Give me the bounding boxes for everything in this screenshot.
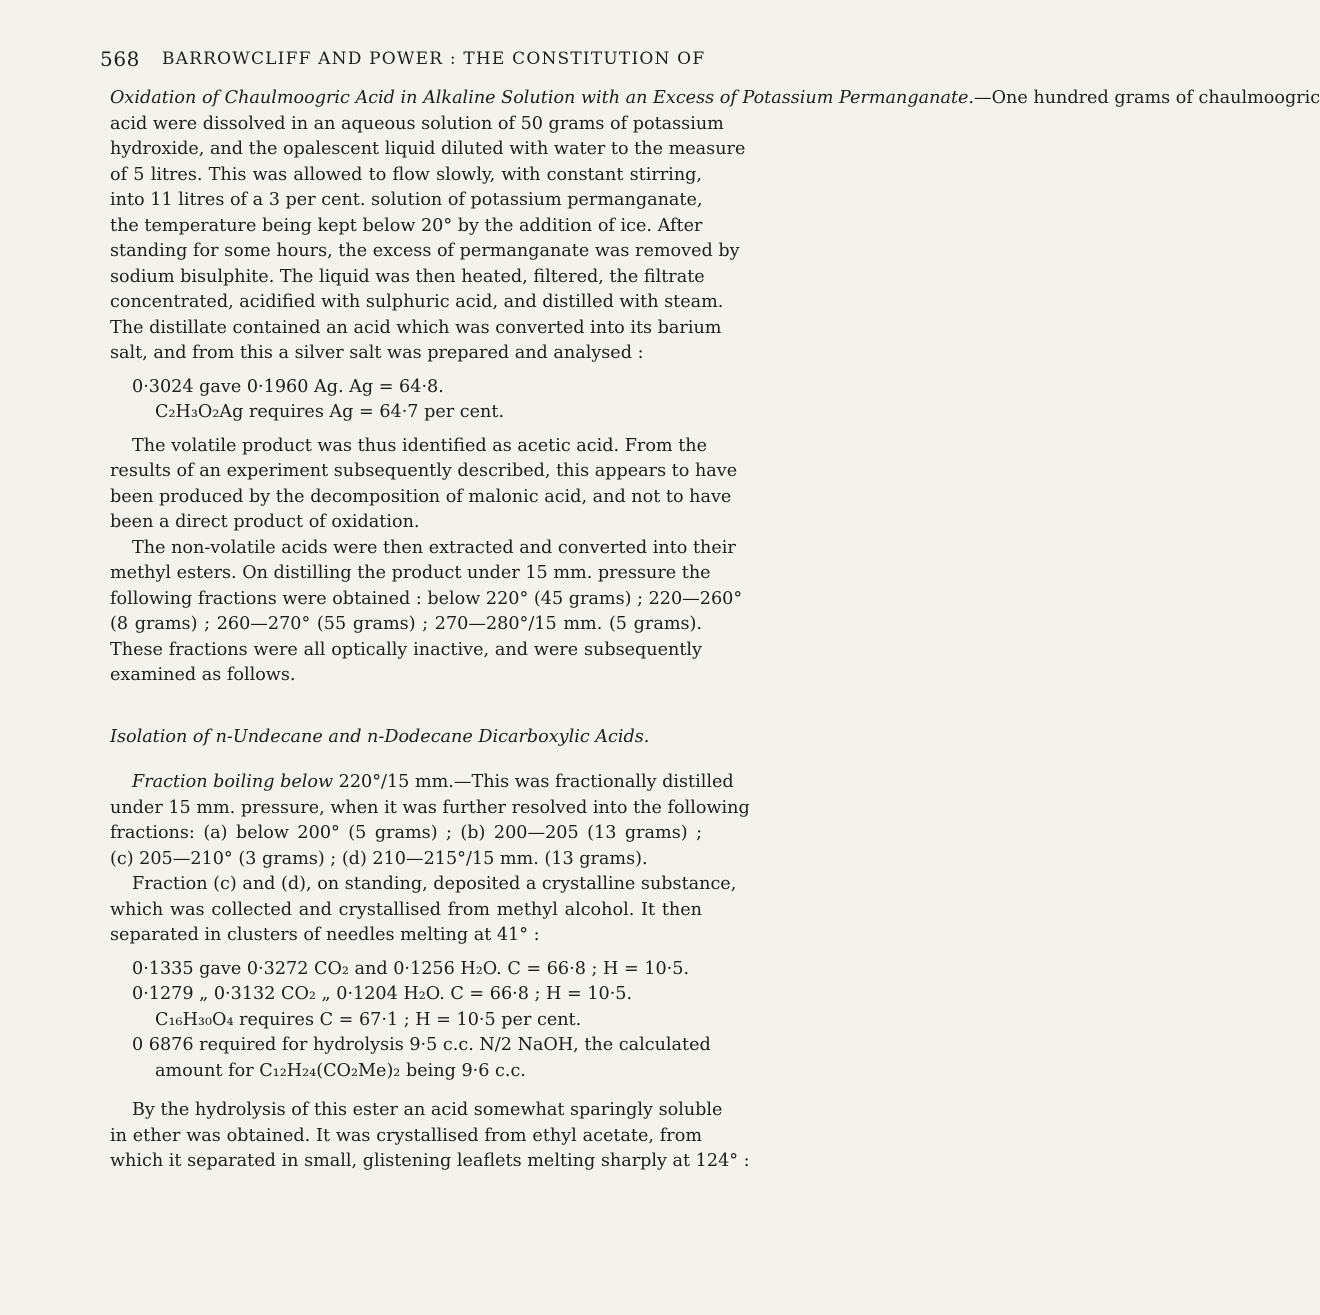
paragraph-line: into 11 litres of a 3 per cent. solution of potassium permanganate, [110,190,703,210]
paragraph-oxidation [110,86,1320,367]
paragraph-line: salt, and from this a silver salt was prepared and analysed : [110,343,644,363]
paragraph-non-volatile [110,536,743,689]
paragraph-line: methyl esters. On distilling the product under 15 mm. pressure the [110,563,711,583]
paragraph-line: been a direct product of oxidation. [110,512,420,532]
paragraph-line: separated in clusters of needles melting at 41° : [110,925,540,945]
run-in-heading: Oxidation of Chaulmoogric Acid in Alkaline Solution with an Excess of Potassium Permanganate. [110,88,975,108]
analysis-block [110,375,702,426]
paragraph-line: the temperature being kept below 20° by the addition of ice. After [110,215,703,236]
page-number: 568 [100,47,140,71]
paragraph-line: in ether was obtained. It was crystallised from ethyl acetate, from [110,1125,702,1146]
paragraph-volatile [110,434,738,536]
paragraph-line: acid were dissolved in an aqueous solution of 50 grams of potassium [110,113,724,134]
analysis-line: 0·1335 gave 0·3272 CO₂ and 0·1256 H₂O. C = 66·8 ; H = 10·5. [132,958,690,979]
paragraph-line: hydroxide, and the opalescent liquid diluted with water to the measure [110,139,746,159]
paragraph-fraction-boiling [110,770,750,872]
analysis-line: C₂H₃O₂Ag requires Ag = 64·7 per cent. [155,402,505,422]
paragraph-line: under 15 mm. pressure, when it was further resolved into the following [110,797,750,818]
paragraph-line: sodium bisulphite. The liquid was then heated, filtered, the filtrate [110,266,705,287]
paragraph-line: been produced by the decomposition of malonic acid, and not to have [110,486,732,507]
running-title: BARROWCLIFF AND POWER : THE CONSTITUTION OF [161,49,706,69]
running-head [100,44,720,74]
paragraph-line: Fraction boiling below 220°/15 mm.—This was fractionally distilled [132,772,734,792]
paragraph-line: of 5 litres. This was allowed to flow slowly, with constant stirring, [110,164,702,185]
analysis-line: 0 6876 required for hydrolysis 9·5 c.c. N/2 NaOH, the calculated [132,1035,711,1055]
paragraph-line: results of an experiment subsequently described, this appears to have [110,461,738,481]
run-in-heading: Fraction boiling below [132,772,334,792]
paragraph-line: The non-volatile acids were then extracted and converted into their [132,537,736,558]
analysis-block [110,957,711,1085]
paragraph-line: Fraction (c) and (d), on standing, deposited a crystalline substance, [132,874,737,894]
paragraph-line: These fractions were all optically inactive, and were subsequently [110,639,702,660]
body-text [110,86,1320,1175]
paragraph-line: Oxidation of Chaulmoogric Acid in Alkaline Solution with an Excess of Potassium Permanganate.—One hundred grams of chaulmoogric [110,88,1320,108]
analysis-line: 0·3024 gave 0·1960 Ag. Ag = 64·8. [132,376,444,397]
paragraph-line: following fractions were obtained : below 220° (45 grams) ; 220—260° [110,588,743,609]
paragraph-line: (c) 205—210° (3 grams) ; (d) 210—215°/15 mm. (13 grams). [110,848,648,869]
paragraph-line: which it separated in small, glistening leaflets melting sharply at 124° : [110,1151,750,1171]
paragraph-line: By the hydrolysis of this ester an acid somewhat sparingly soluble [132,1100,723,1120]
paragraph-line: The distillate contained an acid which was converted into its barium [110,317,722,338]
paragraph-line: concentrated, acidified with sulphuric acid, and distilled with steam. [110,292,724,312]
paragraph-line: The volatile product was thus identified as acetic acid. From the [132,435,708,456]
paragraph-line: which was collected and crystallised from methyl alcohol. It then [110,899,702,920]
paragraph-line: examined as follows. [110,665,296,685]
paragraph-line: standing for some hours, the excess of permanganate was removed by [110,241,740,261]
paragraph-fraction-cd [110,872,737,949]
section-heading: Isolation of n-Undecane and n-Dodecane Dicarboxylic Acids. [110,726,650,747]
analysis-line: amount for C₁₂H₂₄(CO₂Me)₂ being 9·6 c.c. [155,1060,526,1081]
analysis-line: C₁₆H₃₀O₄ requires C = 67·1 ; H = 10·5 per cent. [155,1009,582,1030]
analysis-line: 0·1279 „ 0·3132 CO₂ „ 0·1204 H₂O. C = 66·8 ; H = 10·5. [132,984,633,1004]
paragraph-line: (8 grams) ; 260—270° (55 grams) ; 270—280°/15 mm. (5 grams). [110,614,702,634]
paragraph-hydrolysis [110,1098,750,1175]
paragraph-line: fractions: (a) below 200° (5 grams) ; (b) 200—205 (13 grams) ; [110,823,702,843]
